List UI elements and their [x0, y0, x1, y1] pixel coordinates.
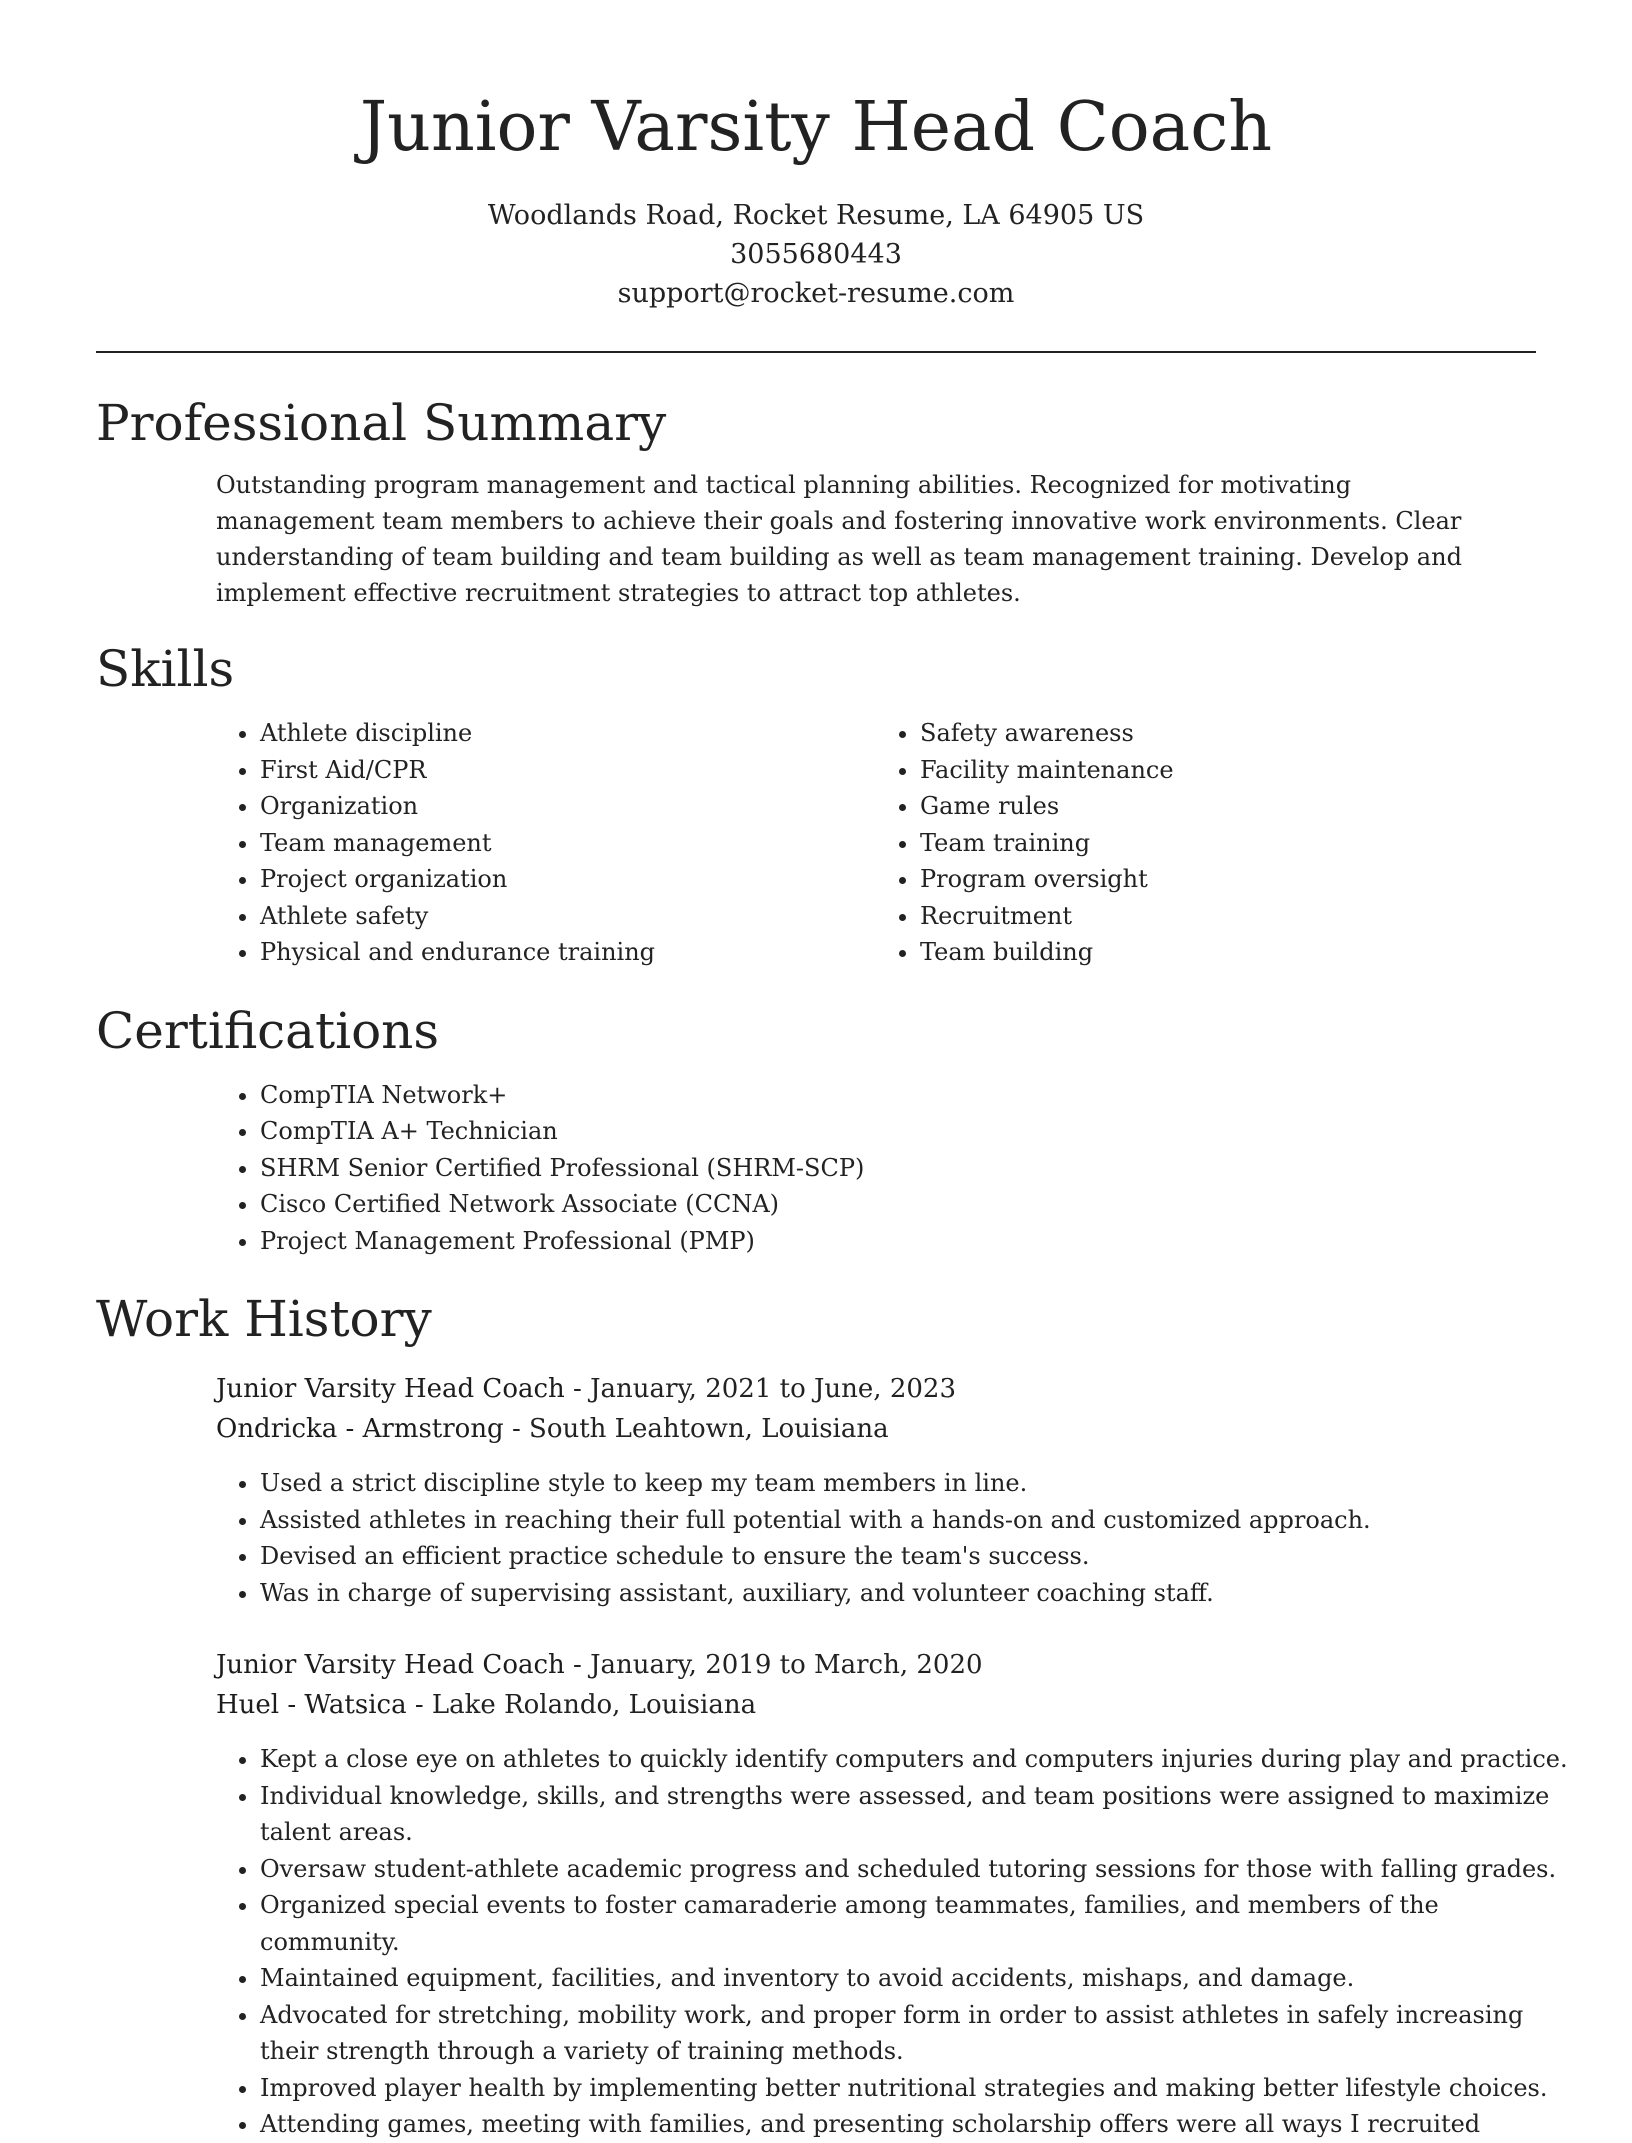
job-company-line	[216, 1409, 1536, 1449]
skill-item: • Recruitment	[920, 898, 1536, 935]
contact-email: support@rocket-resume.com	[617, 278, 1015, 309]
job-bullet: • Used a strict discipline style to keep my team members in line.	[260, 1465, 1580, 1502]
skills-list	[216, 715, 1536, 971]
skill-item: • Physical and endurance training	[260, 934, 876, 971]
job-bullet: • Was in charge of supervising assistant, auxiliary, and volunteer coaching staff.	[260, 1575, 1580, 1612]
certification-item: • SHRM Senior Certified Professional (SHRM-SCP)	[260, 1150, 1536, 1187]
skills-column-left	[216, 715, 876, 971]
summary-text: Outstanding program management and tactical planning abilities. Recognized for motivating management team members to achieve their goals and fostering innovative work environments. Clear understanding of team building and team building as well as team management training. Develop and implement effective recruitment strategies to attract top athletes.	[216, 471, 1462, 607]
job-company-line	[216, 1685, 1536, 1725]
contact-block	[96, 196, 1536, 313]
job-location: - South Leahtown, Louisiana	[511, 1414, 889, 1444]
certification-item: • CompTIA A+ Technician	[260, 1113, 1536, 1150]
skill-item: • Organization	[260, 788, 876, 825]
job-dates: - January, 2019 to March, 2020	[573, 1650, 983, 1680]
job-bullet: • Assisted athletes in reaching their full potential with a hands-on and customized approach.	[260, 1502, 1580, 1539]
job-bullet: • Kept a close eye on athletes to quickly identify computers and computers injuries during play and practice.	[260, 1741, 1580, 1778]
skill-item: • Program oversight	[920, 861, 1536, 898]
contact-address: Woodlands Road, Rocket Resume, LA 64905 US	[487, 200, 1145, 231]
summary-heading: Professional Summary	[96, 394, 667, 452]
skill-item: • Athlete safety	[260, 898, 876, 935]
job-position: Junior Varsity Head Coach	[216, 1374, 565, 1404]
certification-item: • Cisco Certified Network Associate (CCNA)	[260, 1186, 1536, 1223]
job-dates: - January, 2021 to June, 2023	[573, 1374, 957, 1404]
job-company: Huel - Watsica	[216, 1690, 407, 1720]
job-title-line	[216, 1369, 1536, 1409]
job-company: Ondricka - Armstrong	[216, 1414, 504, 1444]
header-divider	[96, 351, 1536, 353]
skill-item: • First Aid/CPR	[260, 752, 876, 789]
resume-page	[96, 0, 1568, 2143]
job-bullet: • Maintained equipment, facilities, and inventory to avoid accidents, mishaps, and damage.	[260, 1960, 1580, 1997]
job-location: - Lake Rolando, Louisiana	[414, 1690, 757, 1720]
certification-item: • Project Management Professional (PMP)	[260, 1223, 1536, 1260]
job-entry	[216, 1645, 1568, 2143]
job-bullet: • Attending games, meeting with families, and presenting scholarship offers were all ways I recruited	[260, 2106, 1580, 2143]
job-bullet: • Advocated for stretching, mobility work, and proper form in order to assist athletes in safely increasing their strength through a variety of training methods.	[260, 1997, 1580, 2070]
skill-item: • Team management	[260, 825, 876, 862]
job-bullet: • Oversaw student-athlete academic progress and scheduled tutoring sessions for those with falling grades.	[260, 1851, 1580, 1888]
skill-item: • Safety awareness	[920, 715, 1536, 752]
skills-column-right	[876, 715, 1536, 971]
skill-item: • Athlete discipline	[260, 715, 876, 752]
certifications-heading: Certifications	[96, 1001, 440, 1060]
job-position: Junior Varsity Head Coach	[216, 1650, 565, 1680]
skill-item: • Team building	[920, 934, 1536, 971]
job-bullets	[216, 1465, 1580, 1611]
contact-phone: 3055680443	[730, 239, 902, 270]
work-history-heading: Work History	[96, 1290, 432, 1348]
certification-item: • CompTIA Network+	[260, 1077, 1536, 1114]
skill-item: • Game rules	[920, 788, 1536, 825]
resume-name: Junior Varsity Head Coach	[359, 88, 1273, 167]
skill-item: • Project organization	[260, 861, 876, 898]
job-bullet: • Devised an efficient practice schedule to ensure the team's success.	[260, 1538, 1580, 1575]
skill-item: • Facility maintenance	[920, 752, 1536, 789]
job-bullets	[216, 1741, 1580, 2143]
job-bullet: • Improved player health by implementing better nutritional strategies and making better lifestyle choices.	[260, 2070, 1580, 2107]
skill-item: • Team training	[920, 825, 1536, 862]
job-entry	[216, 1369, 1536, 1611]
job-title-line	[216, 1645, 1536, 1685]
certifications-list	[216, 1077, 1536, 1260]
skills-heading: Skills	[96, 640, 235, 698]
job-bullet: • Organized special events to foster camaraderie among teammates, families, and members of the community.	[260, 1887, 1580, 1960]
certifications-items	[216, 1077, 1536, 1260]
job-bullet: • Individual knowledge, skills, and strengths were assessed, and team positions were assigned to maximize talent areas.	[260, 1778, 1580, 1851]
